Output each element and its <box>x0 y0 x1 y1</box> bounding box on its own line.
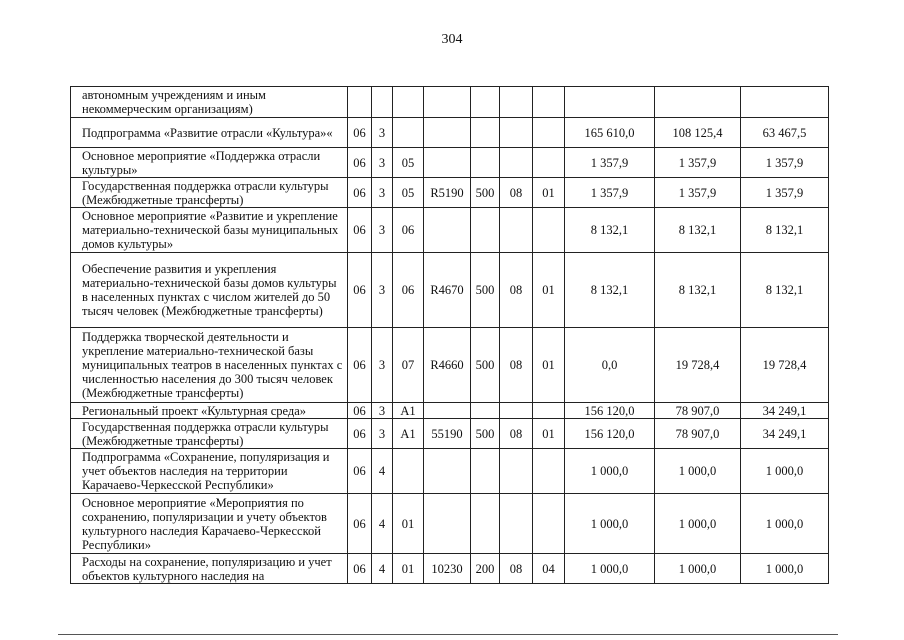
code-cell: 200 <box>471 554 500 584</box>
code-cell <box>500 118 533 148</box>
code-cell: 3 <box>372 148 393 178</box>
code-cell: 05 <box>393 148 424 178</box>
table-row <box>71 178 829 208</box>
row-name: автономным учреждениям и иным некоммерческим организациям) <box>71 87 348 118</box>
table-row <box>71 148 829 178</box>
row-name: Основное мероприятие «Развитие и укрепление материально-технической базы муниципальных домов культуры» <box>71 208 348 253</box>
code-cell <box>424 148 471 178</box>
code-cell: 4 <box>372 554 393 584</box>
amount-cell: 8 132,1 <box>741 253 829 328</box>
amount-cell: 1 000,0 <box>565 449 655 494</box>
code-cell: 3 <box>372 253 393 328</box>
code-cell: 08 <box>500 253 533 328</box>
code-cell: 500 <box>471 419 500 449</box>
code-cell: 3 <box>372 403 393 419</box>
code-cell <box>500 87 533 118</box>
row-name: Государственная поддержка отрасли культуры (Межбюджетные трансферты) <box>71 178 348 208</box>
code-cell: R4660 <box>424 328 471 403</box>
code-cell <box>533 494 565 554</box>
code-cell <box>471 148 500 178</box>
amount-cell: 1 000,0 <box>565 494 655 554</box>
code-cell: 06 <box>348 494 372 554</box>
code-cell: 06 <box>348 148 372 178</box>
code-cell: 06 <box>348 554 372 584</box>
code-cell: 10230 <box>424 554 471 584</box>
amount-cell: 1 000,0 <box>655 449 741 494</box>
amount-cell: 156 120,0 <box>565 403 655 419</box>
code-cell <box>533 118 565 148</box>
amount-cell: 34 249,1 <box>741 403 829 419</box>
code-cell: 4 <box>372 449 393 494</box>
amount-cell: 1 000,0 <box>565 554 655 584</box>
amount-cell: 19 728,4 <box>741 328 829 403</box>
code-cell: 06 <box>348 178 372 208</box>
code-cell: 01 <box>533 328 565 403</box>
code-cell <box>372 87 393 118</box>
amount-cell: 1 357,9 <box>655 178 741 208</box>
amount-cell: 1 357,9 <box>565 178 655 208</box>
code-cell: 55190 <box>424 419 471 449</box>
code-cell: 01 <box>393 494 424 554</box>
row-name: Основное мероприятие «Мероприятия по сохранению, популяризации и учету объектов культурного наследия Карачаево-Черкесской Республики» <box>71 494 348 554</box>
table-row <box>71 328 829 403</box>
amount-cell: 156 120,0 <box>565 419 655 449</box>
code-cell: 06 <box>348 328 372 403</box>
code-cell <box>500 208 533 253</box>
code-cell: 01 <box>533 253 565 328</box>
code-cell <box>424 494 471 554</box>
table-row <box>71 87 829 118</box>
table-row <box>71 403 829 419</box>
bottom-rule <box>58 634 838 635</box>
code-cell <box>424 449 471 494</box>
code-cell: 500 <box>471 178 500 208</box>
code-cell: 06 <box>348 419 372 449</box>
code-cell <box>500 449 533 494</box>
code-cell: 06 <box>348 449 372 494</box>
code-cell: 06 <box>348 403 372 419</box>
code-cell: 06 <box>393 253 424 328</box>
code-cell: 06 <box>348 118 372 148</box>
row-name: Подпрограмма «Развитие отрасли «Культура»« <box>71 118 348 148</box>
code-cell <box>471 449 500 494</box>
code-cell <box>471 403 500 419</box>
code-cell: 06 <box>348 208 372 253</box>
amount-cell: 19 728,4 <box>655 328 741 403</box>
code-cell: 3 <box>372 328 393 403</box>
budget-table <box>70 86 829 584</box>
amount-cell: 63 467,5 <box>741 118 829 148</box>
code-cell <box>500 148 533 178</box>
row-name: Обеспечение развития и укрепления материально-технической базы домов культуры в населенных пунктах с числом жителей до 50 тысяч человек (Межбюджетные трансферты) <box>71 253 348 328</box>
code-cell <box>424 208 471 253</box>
amount-cell: 0,0 <box>565 328 655 403</box>
code-cell <box>393 118 424 148</box>
amount-cell: 8 132,1 <box>655 253 741 328</box>
amount-cell: 165 610,0 <box>565 118 655 148</box>
code-cell <box>424 87 471 118</box>
code-cell: 07 <box>393 328 424 403</box>
code-cell: 08 <box>500 419 533 449</box>
amount-cell <box>655 87 741 118</box>
code-cell <box>393 449 424 494</box>
amount-cell: 8 132,1 <box>565 208 655 253</box>
code-cell: 01 <box>533 419 565 449</box>
table-row <box>71 253 829 328</box>
code-cell <box>424 118 471 148</box>
amount-cell: 108 125,4 <box>655 118 741 148</box>
amount-cell: 1 000,0 <box>655 494 741 554</box>
code-cell: 08 <box>500 178 533 208</box>
amount-cell: 1 000,0 <box>741 554 829 584</box>
code-cell <box>471 494 500 554</box>
amount-cell: 1 000,0 <box>655 554 741 584</box>
code-cell: 3 <box>372 118 393 148</box>
code-cell <box>393 87 424 118</box>
code-cell <box>424 403 471 419</box>
code-cell: 06 <box>393 208 424 253</box>
amount-cell: 8 132,1 <box>655 208 741 253</box>
code-cell <box>471 87 500 118</box>
code-cell: 01 <box>393 554 424 584</box>
table-row <box>71 419 829 449</box>
table-row <box>71 494 829 554</box>
code-cell: A1 <box>393 419 424 449</box>
code-cell <box>500 403 533 419</box>
code-cell: 04 <box>533 554 565 584</box>
row-name: Государственная поддержка отрасли культуры (Межбюджетные трансферты) <box>71 419 348 449</box>
amount-cell: 8 132,1 <box>741 208 829 253</box>
code-cell: 06 <box>348 253 372 328</box>
table-row <box>71 449 829 494</box>
code-cell <box>471 208 500 253</box>
amount-cell: 34 249,1 <box>741 419 829 449</box>
code-cell: 500 <box>471 328 500 403</box>
code-cell <box>533 87 565 118</box>
code-cell: 500 <box>471 253 500 328</box>
table-body <box>71 87 829 584</box>
code-cell: 08 <box>500 554 533 584</box>
code-cell <box>533 449 565 494</box>
page-number: 304 <box>441 32 463 47</box>
row-name: Подпрограмма «Сохранение, популяризация и учет объектов наследия на территории Карачаево-Черкесской Республики» <box>71 449 348 494</box>
code-cell: 4 <box>372 494 393 554</box>
code-cell <box>500 494 533 554</box>
code-cell <box>348 87 372 118</box>
code-cell <box>471 118 500 148</box>
code-cell: 08 <box>500 328 533 403</box>
code-cell: 3 <box>372 208 393 253</box>
amount-cell: 1 357,9 <box>655 148 741 178</box>
code-cell: R4670 <box>424 253 471 328</box>
amount-cell: 1 000,0 <box>741 449 829 494</box>
code-cell <box>533 148 565 178</box>
code-cell: A1 <box>393 403 424 419</box>
amount-cell <box>565 87 655 118</box>
amount-cell: 78 907,0 <box>655 403 741 419</box>
code-cell: 3 <box>372 419 393 449</box>
code-cell: R5190 <box>424 178 471 208</box>
row-name: Поддержка творческой деятельности и укрепление материально-технической базы муниципальных театров в населенных пунктах с численностью населения до 300 тысяч человек (Межбюджетные трансферты) <box>71 328 348 403</box>
table-row <box>71 208 829 253</box>
amount-cell: 1 000,0 <box>741 494 829 554</box>
amount-cell: 78 907,0 <box>655 419 741 449</box>
row-name: Расходы на сохранение, популяризацию и учет объектов культурного наследия на <box>71 554 348 584</box>
code-cell <box>533 403 565 419</box>
code-cell: 05 <box>393 178 424 208</box>
table-row <box>71 554 829 584</box>
row-name: Региональный проект «Культурная среда» <box>71 403 348 419</box>
table-row <box>71 118 829 148</box>
row-name: Основное мероприятие «Поддержка отрасли культуры» <box>71 148 348 178</box>
amount-cell: 1 357,9 <box>741 178 829 208</box>
code-cell: 01 <box>533 178 565 208</box>
amount-cell: 8 132,1 <box>565 253 655 328</box>
amount-cell <box>741 87 829 118</box>
amount-cell: 1 357,9 <box>565 148 655 178</box>
code-cell <box>533 208 565 253</box>
code-cell: 3 <box>372 178 393 208</box>
amount-cell: 1 357,9 <box>741 148 829 178</box>
